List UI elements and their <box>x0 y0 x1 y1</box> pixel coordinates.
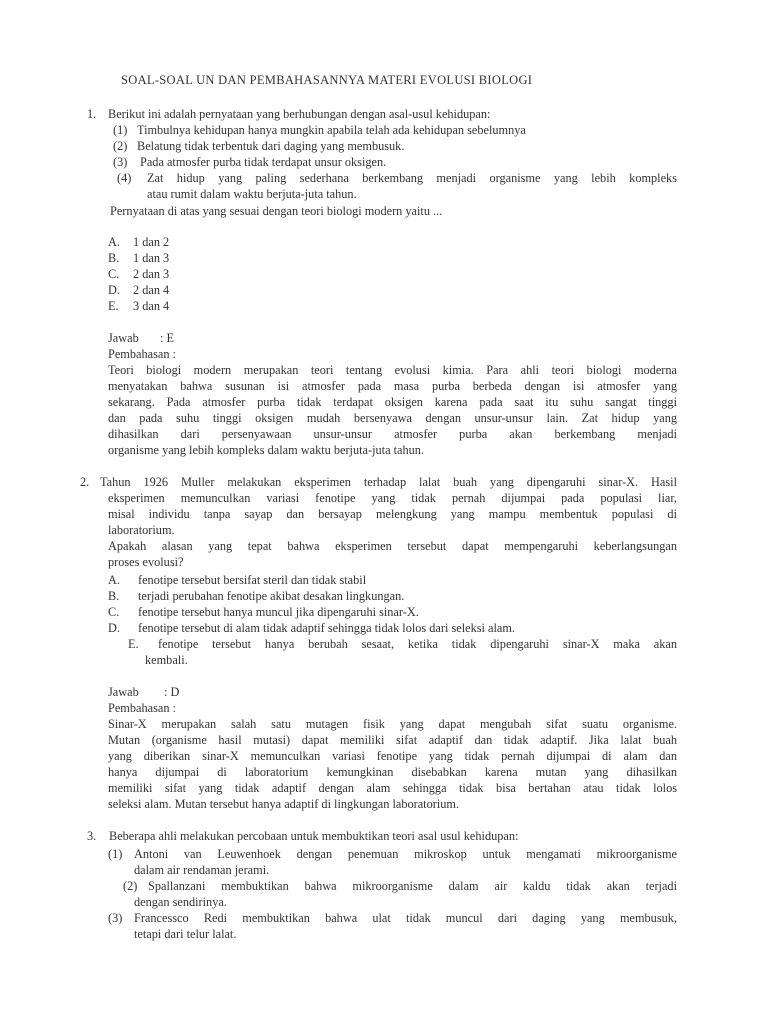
q3-item-text-cont: dalam air rendaman jerami. <box>134 863 270 877</box>
q2-discussion-line: Mutan (organisme hasil mutasi) dapat memiliki sifat adaptif dan tidak adaptif. Jika lalat buah <box>108 733 677 747</box>
q1-option-text: 1 dan 3 <box>133 251 170 265</box>
q1-discussion-line: Teori biologi modern merupakan teori tentang evolusi kimia. Para ahli teori biologi moderna <box>108 363 677 377</box>
q1-option-text: 2 dan 4 <box>133 283 170 297</box>
q2-text-line: eksperimen memunculkan variasi fenotipe yang tidak pernah dijumpai pada populasi liar, <box>108 491 677 505</box>
q2-option-text: fenotipe tersebut hanya berubah sesaat, ketika tidak dipengaruhi sinar-X maka akan <box>158 637 677 651</box>
q2-option-letter: B. <box>108 589 120 603</box>
q2-discussion-line: memiliki sifat yang tidak adaptif dengan alam sehingga tidak bisa bertahan atau tidak lolos <box>108 781 677 795</box>
q2-text-line: misal individu tanpa sayap dan bersayap melengkung yang mampu membentuk populasi di <box>108 507 677 521</box>
q1-statement-text: Timbulnya kehidupan hanya mungkin apabila telah ada kehidupan sebelumnya <box>137 123 526 137</box>
q1-discussion-line: organisme yang lebih kompleks dalam waktu berjuta-juta tahun. <box>108 443 424 457</box>
q1-statement-num: (1) <box>113 123 128 137</box>
q2-option-letter: D. <box>108 621 120 635</box>
q3-item-text: Francessco Redi membuktikan bahwa ulat tidak muncul dari daging yang membusuk, <box>134 911 677 925</box>
q1-discussion-line: dihasilkan dari persenyawaan unsur-unsur atmosfer purba akan berkembang menjadi <box>108 427 677 441</box>
q1-statement-num: (2) <box>113 139 128 153</box>
q3-item-text: Spallanzani membuktikan bahwa mikroorganisme dalam air kaldu tidak akan terjadi <box>148 879 677 893</box>
q3-text: Beberapa ahli melakukan percobaan untuk membuktikan teori asal usul kehidupan: <box>109 829 519 843</box>
q1-statement-num: (4) <box>117 171 132 185</box>
q1-option-letter: E. <box>108 299 119 313</box>
q2-text-line: proses evolusi? <box>108 555 184 569</box>
q1-option-letter: B. <box>108 251 120 265</box>
q1-discussion-label: Pembahasan : <box>108 347 176 361</box>
q1-discussion-line: menyatakan bahwa susunan isi atmosfer pada masa purba berbeda dengan isi atmosfer yang <box>108 379 677 393</box>
q3-number: 3. <box>87 829 97 843</box>
q3-item-text-cont: dengan sendirinya. <box>134 895 227 909</box>
q1-statement-num: (3) <box>113 155 128 169</box>
q3-item-text-cont: tetapi dari telur lalat. <box>134 927 237 941</box>
q2-option-letter: C. <box>108 605 120 619</box>
q3-item-num: (2) <box>123 879 138 893</box>
q2-discussion-line: yang diberikan sinar-X memunculkan variasi fenotipe yang tidak pernah dijumpai di alam dan <box>108 749 677 763</box>
q1-statement-text: Zat hidup yang paling sederhana berkembang menjadi organisme yang lebih kompleks <box>147 171 677 185</box>
q3-item-num: (1) <box>108 847 123 861</box>
q1-answer: : E <box>160 331 175 345</box>
q2-discussion-label: Pembahasan : <box>108 701 176 715</box>
q1-discussion-line: sekarang. Pada atmosfer purba tidak terdapat oksigen karena pada saat itu suhu sangat tinggi <box>108 395 677 409</box>
page-title: SOAL-SOAL UN DAN PEMBAHASANNYA MATERI EVOLUSI BIOLOGI <box>121 73 533 87</box>
q1-option-text: 2 dan 3 <box>133 267 170 281</box>
q2-discussion-line: seleksi alam. Mutan tersebut hanya adaptif di lingkungan laboratorium. <box>108 797 460 811</box>
q1-question: Pernyataan di atas yang sesuai dengan teori biologi modern yaitu ... <box>110 204 443 218</box>
q2-option-text: fenotipe tersebut hanya muncul jika dipengaruhi sinar-X. <box>138 605 419 619</box>
q2-option-text: fenotipe tersebut bersifat steril dan tidak stabil <box>138 573 367 587</box>
q1-number: 1. <box>87 107 97 121</box>
q2-option-text: terjadi perubahan fenotipe akibat desakan lingkungan. <box>138 589 405 603</box>
q1-answer-label: Jawab <box>108 331 139 345</box>
q2-number: 2. <box>80 475 90 489</box>
q2-text-line: laboratorium. <box>108 523 175 537</box>
q2-text-line: Apakah alasan yang tepat bahwa eksperimen tersebut dapat mempengaruhi keberlangsungan <box>108 539 677 553</box>
q3-item-text: Antoni van Leuwenhoek dengan penemuan mikroskop untuk mengamati mikroorganisme <box>134 847 677 861</box>
q1-statement-text: Pada atmosfer purba tidak terdapat unsur oksigen. <box>140 155 387 169</box>
q1-option-text: 1 dan 2 <box>133 235 170 249</box>
q2-option-letter: E. <box>128 637 139 651</box>
q1-option-text: 3 dan 4 <box>133 299 170 313</box>
q2-text-line: Tahun 1926 Muller melakukan eksperimen terhadap lalat buah yang dipengaruhi sinar-X. Hasil <box>100 475 677 489</box>
q1-option-letter: C. <box>108 267 120 281</box>
q1-statement-text: Belatung tidak terbentuk dari daging yang membusuk. <box>137 139 405 153</box>
q1-discussion-line: dan pada suhu tinggi oksigen mudah bersenyawa dengan unsur-unsur lain. Zat hidup yang <box>108 411 677 425</box>
q1-statement-text-cont: atau rumit dalam waktu berjuta-juta tahun. <box>147 187 357 201</box>
q2-option-text-cont: kembali. <box>145 653 188 667</box>
q2-answer-label: Jawab <box>108 685 139 699</box>
q2-answer: : D <box>164 685 180 699</box>
q2-discussion-line: Sinar-X merupakan salah satu mutagen fisik yang dapat mengubah sifat suatu organisme. <box>108 717 677 731</box>
q2-option-text: fenotipe tersebut di alam tidak adaptif sehingga tidak lolos dari seleksi alam. <box>138 621 515 635</box>
q2-discussion-line: hanya dijumpai di laboratorium kemungkinan disebabkan karena mutan yang dihasilkan <box>108 765 677 779</box>
q3-item-num: (3) <box>108 911 123 925</box>
q1-option-letter: A. <box>108 235 120 249</box>
q2-option-letter: A. <box>108 573 120 587</box>
q1-option-letter: D. <box>108 283 120 297</box>
q1-text: Berikut ini adalah pernyataan yang berhubungan dengan asal-usul kehidupan: <box>108 107 491 121</box>
